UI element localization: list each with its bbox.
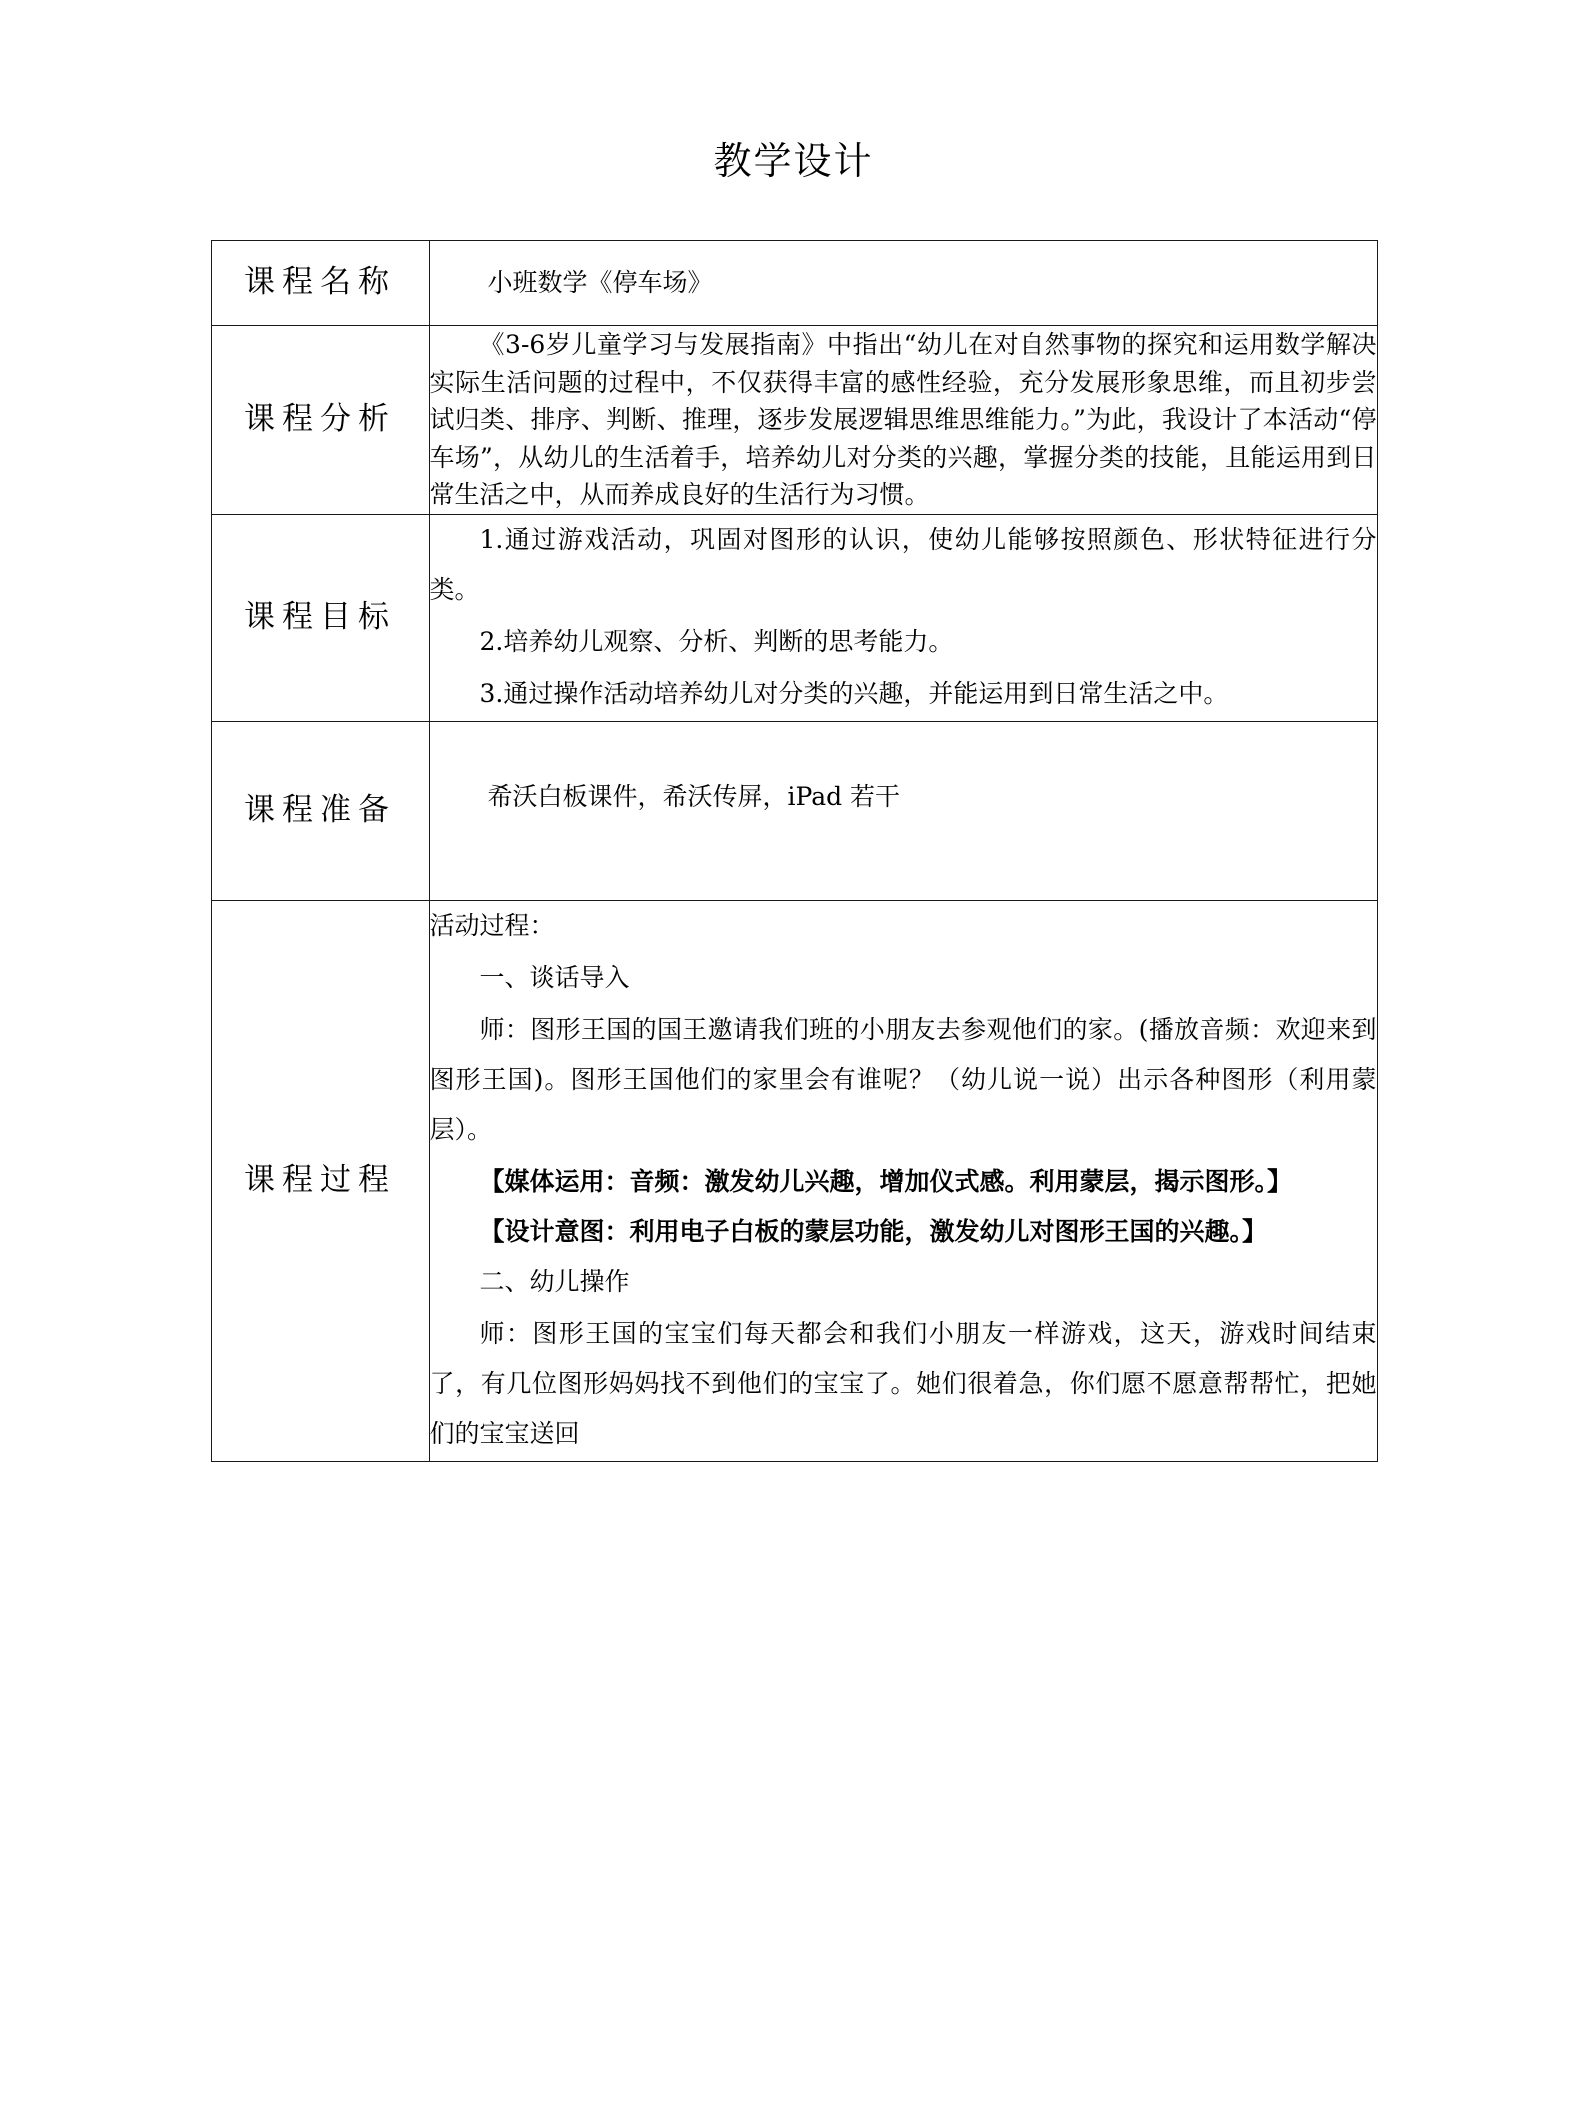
row-value-course-name bbox=[429, 241, 1377, 326]
row-value-course-analysis bbox=[429, 326, 1377, 515]
row-label-course-process: 课程过程 bbox=[211, 900, 429, 1461]
process-section-one-body: 师：图形王国的国王邀请我们班的小朋友去参观他们的家。(播放音频：欢迎来到图形王国)。图形王国他们的家里会有谁呢？（幼儿说一说）出示各种图形（利用蒙层）。 bbox=[429, 1014, 1377, 1144]
page-title: 教学设计 bbox=[713, 139, 874, 183]
process-section-one-title: 一、谈话导入 bbox=[479, 962, 630, 992]
table-row bbox=[211, 900, 1377, 1461]
table-row bbox=[211, 514, 1377, 721]
row-value-course-process bbox=[429, 900, 1377, 1461]
process-section-two-title: 二、幼儿操作 bbox=[479, 1266, 630, 1296]
table-row bbox=[211, 721, 1377, 900]
row-value-course-preparation bbox=[429, 721, 1377, 900]
process-media-note: 【媒体运用：音频：激发幼儿兴趣，增加仪式感。利用蒙层，揭示图形。】 bbox=[479, 1166, 1293, 1196]
process-heading: 活动过程： bbox=[429, 910, 555, 940]
table-row bbox=[211, 326, 1377, 515]
objective-item-1: 1.通过游戏活动，巩固对图形的认识，使幼儿能够按照颜色、形状特征进行分类。 bbox=[429, 524, 1377, 604]
objective-item-3: 3.通过操作活动培养幼儿对分类的兴趣，并能运用到日常生活之中。 bbox=[479, 678, 1229, 708]
process-design-intent-note: 【设计意图：利用电子白板的蒙层功能，激发幼儿对图形王国的兴趣。】 bbox=[479, 1216, 1268, 1246]
course-name-text: 小班数学《停车场》 bbox=[487, 268, 713, 297]
table-row bbox=[211, 241, 1377, 326]
row-label-course-objectives: 课程目标 bbox=[211, 514, 429, 721]
lesson-plan-table bbox=[211, 240, 1378, 1462]
objective-item-2: 2.培养幼儿观察、分析、判断的思考能力。 bbox=[479, 626, 954, 656]
row-label-course-analysis: 课程分析 bbox=[211, 326, 429, 515]
lesson-table-wrapper bbox=[211, 180, 1377, 1462]
course-analysis-paragraph: 《3-6岁儿童学习与发展指南》中指出“幼儿在对自然事物的探究和运用数学解决实际生活问题的过程中，不仅获得丰富的感性经验，充分发展形象思维，而且初步尝试归类、排序、判断、推理，逐步发展逻辑思维思维能力。”为此，我设计了本活动“停车场”，从幼儿的生活着手，培养幼儿对分类的兴趣，掌握分类的技能，且能运用到日常生活之中，从而养成良好的生活行为习惯。 bbox=[429, 330, 1377, 509]
process-section-two-body: 师：图形王国的宝宝们每天都会和我们小朋友一样游戏，这天，游戏时间结束了，有几位图形妈妈找不到他们的宝宝了。她们很着急，你们愿不愿意帮帮忙，把她们的宝宝送回 bbox=[429, 1318, 1377, 1448]
row-value-course-objectives bbox=[429, 514, 1377, 721]
row-label-course-preparation: 课程准备 bbox=[211, 721, 429, 900]
course-preparation-text: 希沃白板课件，希沃传屏，iPad 若干 bbox=[487, 781, 901, 811]
row-label-course-name: 课程名称 bbox=[211, 241, 429, 326]
